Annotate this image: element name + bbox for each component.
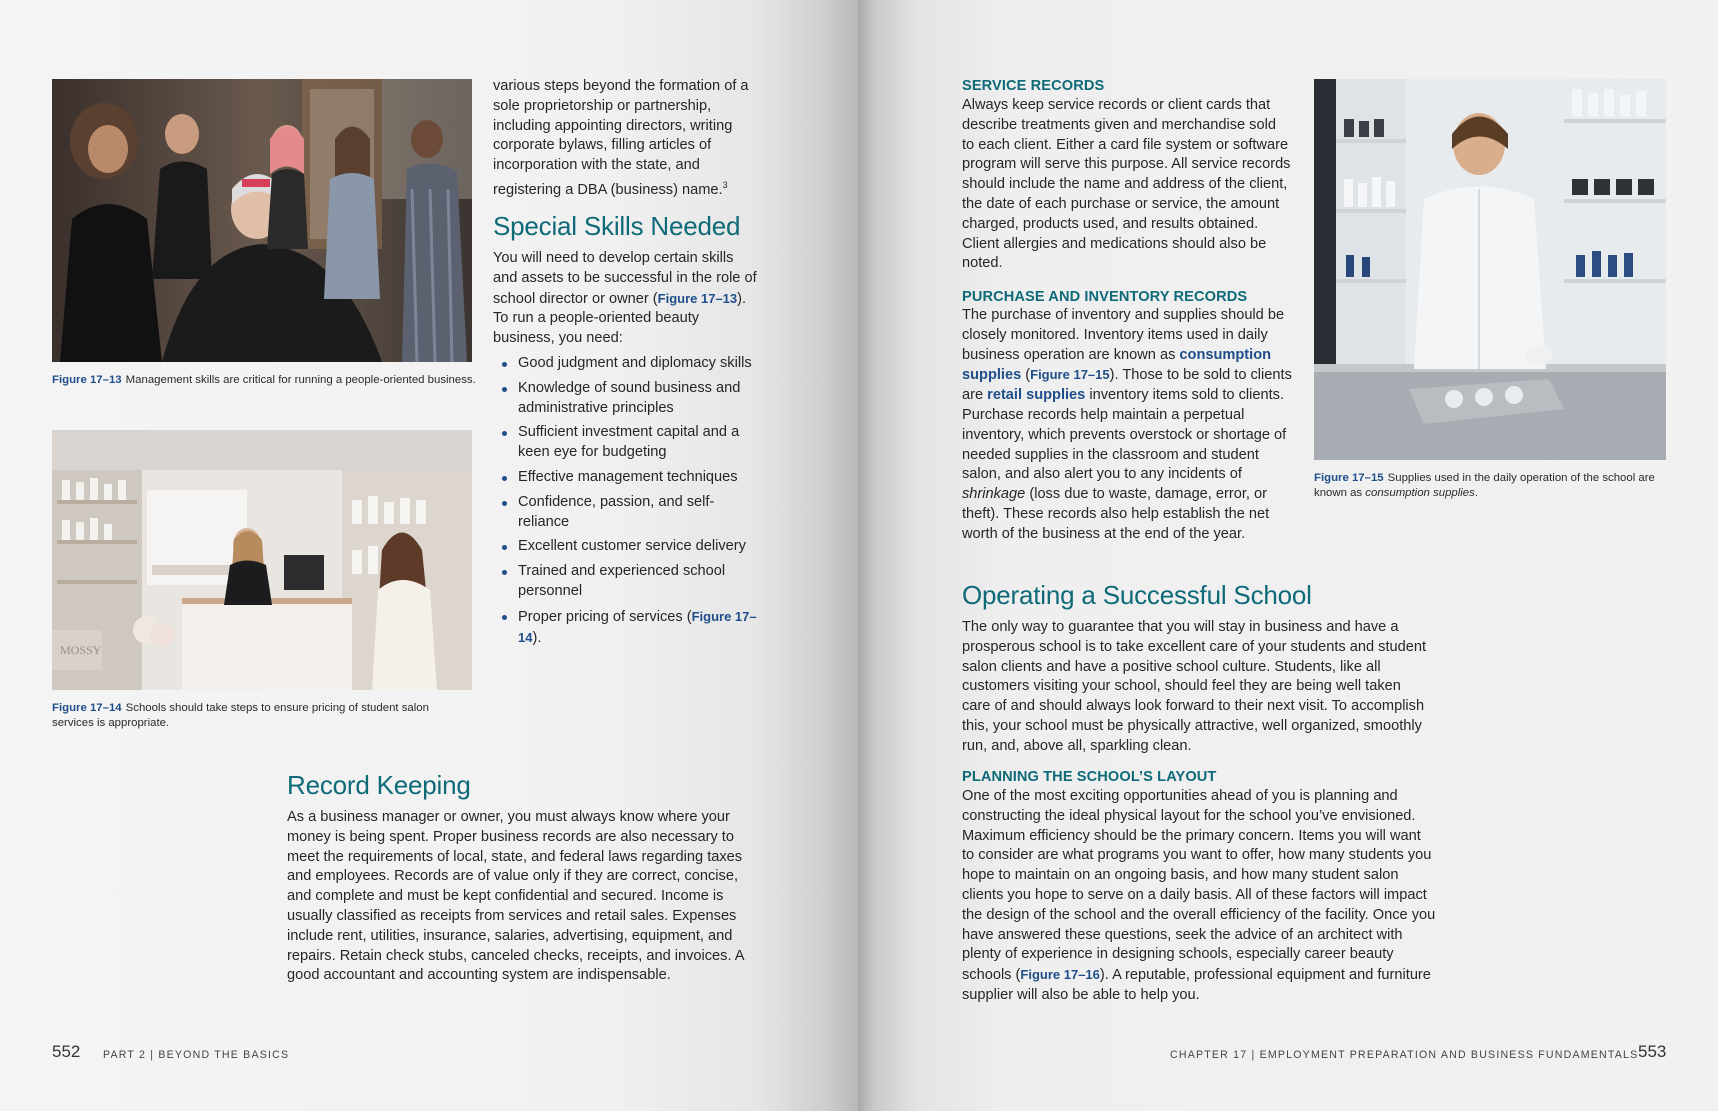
list-item: Good judgment and diplomacy skills	[493, 354, 763, 374]
figure-17-15-photo	[1314, 79, 1666, 460]
bullet-icon	[502, 545, 507, 550]
record-keeping-heading: Record Keeping	[287, 770, 471, 800]
figure-17-15-caption: Figure 17–15 Supplies used in the daily operation of the school are known as consumption supplies.	[1314, 472, 1655, 499]
page-number-left: 552	[52, 1042, 81, 1061]
list-item: Proper pricing of services (Figure 17–14).	[493, 607, 763, 649]
caption-text: Management skills are critical for running a people-oriented business.	[125, 374, 476, 386]
intro-after: ). To run a people-oriented beauty business, you need:	[493, 290, 747, 347]
figure-17-14-caption	[52, 701, 472, 731]
figure-label: Figure 17–13	[52, 374, 122, 386]
bullet-icon	[502, 362, 507, 367]
planning-text: One of the most exciting opportunities ahead of you is planning and constructing the ideal physical layout for the school you’ve envisioned. Maximum efficiency should be the primary concern. Items you will want to consider are what programs you want to offer, how many students you hope to maintain on an ongoing basis, and how many student salon clients you hope to serve on a daily basis. All of these factors will impact the design of the school and the overall efficiency of the facility. Once you have answered these questions, seek the advice of an architect with plenty of experience in designing schools, especially career beauty schools (Figure 17–16). A reputable, professional equipment and furniture supplier will also be able to help you.	[962, 788, 1436, 1003]
consumption-supplies-term: consumption supplies	[962, 346, 1272, 384]
planning-heading: PLANNING THE SCHOOL’S LAYOUT	[962, 769, 1217, 785]
figure-17-14-photo	[52, 430, 472, 690]
shrinkage-term: shrinkage	[962, 486, 1026, 503]
list-item: Trained and experienced school personnel	[493, 562, 763, 602]
page-number-right: 553	[1638, 1042, 1667, 1061]
purchase-records-text: The purchase of inventory and supplies should be closely monitored. Inventory items used in daily business operation are known as consumption supplies (Figure 17–15). Those to be sold to clients are retail supplies inventory items sold to clients. Purchase records help maintain a perpetual inventory, which prevents overstock or shortage of needed supplies in the classroom and student salon, and also alert you to any incidents of shrinkage (loss due to waste, damage, error, or theft). These records also help establish the net worth of the business at the end of the year.	[962, 307, 1292, 542]
figure-17-14-link[interactable]: Figure 17–14	[518, 608, 757, 645]
bullet-icon	[502, 387, 507, 392]
figure-label: Figure 17–14	[52, 702, 122, 714]
list-item: Knowledge of sound business and administrative principles	[493, 379, 763, 419]
bullet-icon	[502, 501, 507, 506]
purchase-records-heading: PURCHASE AND INVENTORY RECORDS	[962, 289, 1248, 305]
intro-paragraph	[493, 77, 759, 201]
figure-17-13-link[interactable]: Figure 17–13	[657, 290, 738, 306]
caption-text: Schools should take steps to ensure pricing of student salon services is appropriate.	[52, 702, 429, 729]
footnote-ref: 3	[722, 179, 728, 190]
service-records-heading: SERVICE RECORDS	[962, 78, 1105, 94]
operating-text: The only way to guarantee that you will stay in business and have a prosperous school is to take excellent care of your students and student salon clients and have a positive school culture. Students, like all customers visiting your school, should feel they are being well taken care of and should always look forward to their next visit. To accomplish this, your school must be physically attractive, well organized, smoothly run, and, above all, sparkling clean.	[962, 619, 1427, 754]
retail-supplies-term: retail supplies	[987, 387, 1086, 404]
figure-17-13-caption	[52, 373, 477, 388]
special-skills-intro	[493, 249, 759, 349]
intro-text: various steps beyond the formation of a sole proprietorship or partnership, including appointing directors, writing corporate bylaws, filling articles of incorporation with the state, and registering a DBA (business) name.	[493, 78, 749, 198]
figure-17-16-link[interactable]: Figure 17–16	[1020, 967, 1100, 983]
list-item: Confidence, passion, and self-reliance	[493, 493, 763, 533]
record-keeping-text: As a business manager or owner, you must always know where your money is being spent. Proper business records are also necessary to meet the requirements of local, state, and federal laws regarding taxes and employees. Records are of value only if they are correct, concise, and complete and must be kept confidential and secured. Income is usually classified as receipts from services and retail sales. Expenses include rent, utilities, insurance, salaries, advertising, equipment, and repairs. Retain check stubs, canceled checks, receipts, and invoices. A good accountant and accounting system are indispensable.	[287, 809, 744, 984]
skills-list	[493, 354, 763, 653]
bullet-icon	[502, 570, 507, 575]
bullet-icon	[502, 615, 507, 620]
figure-17-13-photo	[52, 79, 472, 362]
operating-heading: Operating a Successful School	[962, 580, 1312, 610]
special-skills-heading: Special Skills Needed	[493, 211, 741, 241]
figure-label: Figure 17–15	[1314, 472, 1384, 484]
figure-17-15-link[interactable]: Figure 17–15	[1030, 367, 1110, 383]
list-item: Effective management techniques	[493, 468, 763, 488]
service-records-text: Always keep service records or client cards that describe treatments given and merchandise sold to each client. Either a card file system or software program will serve this purpose. All service records should include the name and address of the client, the date of each purchase or service, the amount charged, products used, and results obtained. Client allergies and medications should also be noted.	[962, 97, 1291, 272]
list-item: Excellent customer service delivery	[493, 537, 763, 557]
store-sign: MOSSY	[60, 643, 102, 657]
running-head-right: CHAPTER 17 | EMPLOYMENT PREPARATION AND BUSINESS FUNDAMENTALS	[1170, 1049, 1639, 1061]
bullet-icon	[502, 476, 507, 481]
right-page	[858, 0, 1718, 1111]
left-page	[0, 0, 858, 1111]
running-head-left: PART 2 | BEYOND THE BASICS	[103, 1049, 290, 1061]
list-item: Sufficient investment capital and a keen eye for budgeting	[493, 423, 763, 463]
intro-before: You will need to develop certain skills and assets to be successful in the role of school director or owner (	[493, 250, 757, 307]
bullet-icon	[502, 431, 507, 436]
